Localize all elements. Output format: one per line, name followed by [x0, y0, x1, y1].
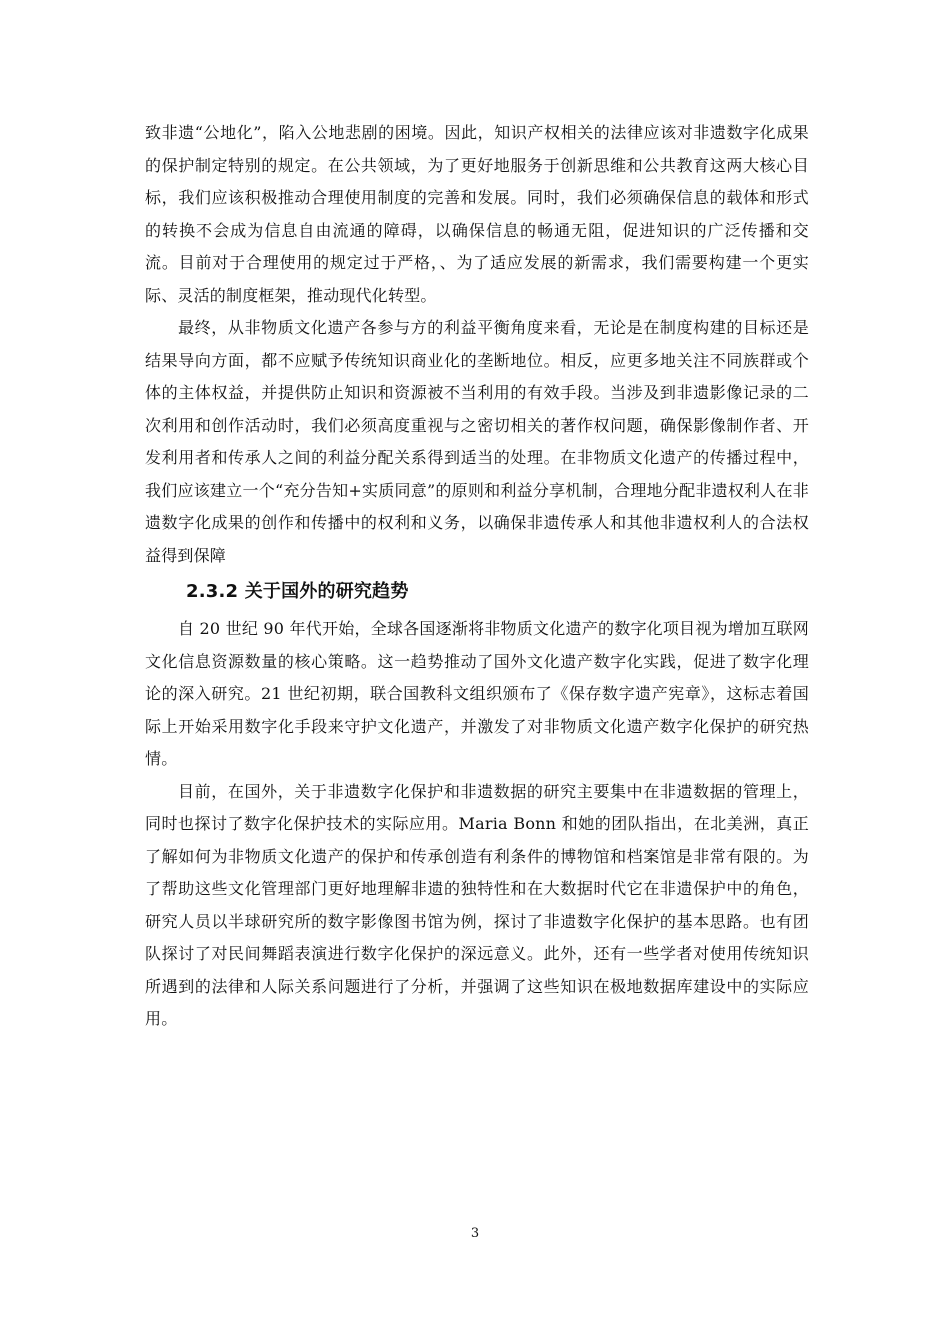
document-body: [145, 117, 809, 1036]
page-number: 3: [470, 1226, 480, 1241]
paragraph-continuation: 致非遗“公地化”，陷入公地悲剧的困境。因此，知识产权相关的法律应该对非遗数字化成果的保护制定特别的规定。在公共领域，为了更好地服务于创新思维和公共教育这两大核心目标，我们应该积极推动合理使用制度的完善和发展。同时，我们必须确保信息的载体和形式的转换不会成为信息自由流通的障碍，以确保信息的畅通无阻，促进知识的广泛传播和交流。目前对于合理使用的规定过于严格，、为了适应发展的新需求，我们需要构建一个更实际、灵活的制度框架，推动现代化转型。: [145, 123, 809, 305]
paragraph-foreign-trend: 自 20 世纪 90 年代开始，全球各国逐渐将非物质文化遗产的数字化项目视为增加互联网文化信息资源数量的核心策略。这一趋势推动了国外文化遗产数字化实践，促进了数字化理论的深入研究。21 世纪初期，联合国教科文组织颁布了《保存数字遗产宪章》，这标志着国际上开始采用数字化手段来守护文化遗产，并激发了对非物质文化遗产数字化保护的研究热情。: [145, 619, 809, 768]
paragraph-foreign-research: 目前，在国外，关于非遗数字化保护和非遗数据的研究主要集中在非遗数据的管理上，同时也探讨了数字化保护技术的实际应用。Maria Bonn 和她的团队指出，在北美洲，真正了解如何为非物质文化遗产的保护和传承创造有利条件的博物馆和档案馆是非常有限的。为了帮助这些文化管理部门更好地理解非遗的独特性和在大数据时代它在非遗保护中的角色，研究人员以半球研究所的数字影像图书馆为例，探讨了非遗数字化保护的基本思路。也有团队探讨了对民间舞蹈表演进行数字化保护的深远意义。此外，还有一些学者对使用传统知识所遇到的法律和人际关系问题进行了分析，并强调了这些知识在极地数据库建设中的实际应用。: [145, 781, 809, 1028]
section-heading: 2.3.2 关于国外的研究趋势: [186, 581, 409, 602]
paragraph-interest-balance: 最终，从非物质文化遗产各参与方的利益平衡角度来看，无论是在制度构建的目标还是结果导向方面，都不应赋予传统知识商业化的垄断地位。相反，应更多地关注不同族群或个体的主体权益，并提供防止知识和资源被不当利用的有效手段。当涉及到非遗影像记录的二次利用和创作活动时，我们必须高度重视与之密切相关的著作权问题，确保影像制作者、开发利用者和传承人之间的利益分配关系得到适当的处理。在非物质文化遗产的传播过程中，我们应该建立一个“充分告知+实质同意”的原则和利益分享机制，合理地分配非遗权利人在非遗数字化成果的创作和传播中的权利和义务，以确保非遗传承人和其他非遗权利人的合法权益得到保障: [145, 318, 809, 565]
